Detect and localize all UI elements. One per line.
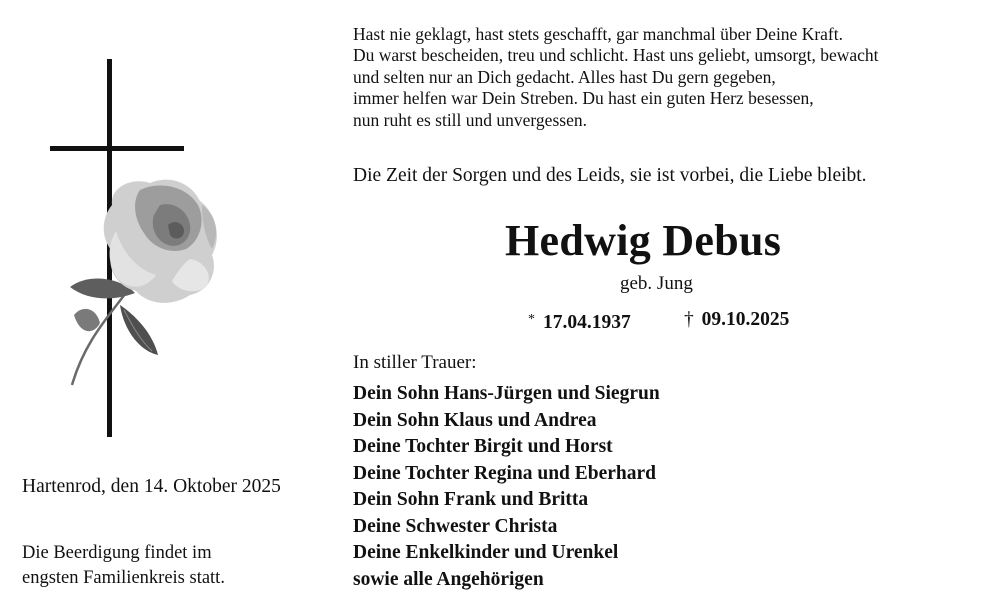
funeral-note <box>22 541 322 591</box>
life-dates <box>528 306 828 334</box>
mourner-item: Deine Enkelkinder und Urenkel <box>353 542 619 563</box>
birth-date: 17.04.1937 <box>543 312 631 333</box>
birth-star-icon: * <box>528 312 535 327</box>
funeral-note-line: engsten Familienkreis statt. <box>22 568 225 588</box>
rose-icon <box>70 180 217 385</box>
place-and-date: Hartenrod, den 14. Oktober 2025 <box>22 476 281 497</box>
mourner-item: Dein Sohn Frank und Britta <box>353 489 589 510</box>
mourners-list <box>353 381 753 593</box>
death-date: 09.10.2025 <box>701 309 790 330</box>
poem-line: Du warst bescheiden, treu und schlicht. Hast uns geliebt, umsorgt, bewacht <box>353 45 879 66</box>
mourner-item: Deine Tochter Birgit und Horst <box>353 436 613 457</box>
poem-line: nun ruht es still und unvergessen. <box>353 109 587 130</box>
death-cross-icon: † <box>684 309 694 330</box>
mourner-item: Deine Tochter Regina und Eberhard <box>353 462 657 484</box>
mourning-label: In stiller Trauer: <box>353 352 477 373</box>
deceased-name: Hedwig Debus <box>505 216 782 265</box>
poem-line: Hast nie geklagt, hast stets geschafft, gar manchmal über Deine Kraft. <box>353 24 843 44</box>
mourner-item: sowie alle Angehörigen <box>353 568 544 590</box>
motto: Die Zeit der Sorgen und des Leids, sie ist vorbei, die Liebe bleibt. <box>353 165 867 186</box>
funeral-note-line: Die Beerdigung findet im <box>22 543 212 563</box>
death-date-group <box>684 306 789 334</box>
mourner-item: Deine Schwester Christa <box>353 515 558 537</box>
cross-with-rose-artwork <box>40 55 250 445</box>
poem <box>353 24 983 131</box>
mourner-item: Dein Sohn Klaus und Andrea <box>353 409 597 431</box>
mourner-item: Dein Sohn Hans-Jürgen und Siegrun <box>353 383 660 404</box>
birth-name: geb. Jung <box>620 273 693 294</box>
poem-line: und selten nur an Dich gedacht. Alles hast Du gern gegeben, <box>353 66 776 87</box>
birth-date-group <box>528 306 631 337</box>
poem-line: immer helfen war Dein Streben. Du hast ein guten Herz besessen, <box>353 88 814 109</box>
